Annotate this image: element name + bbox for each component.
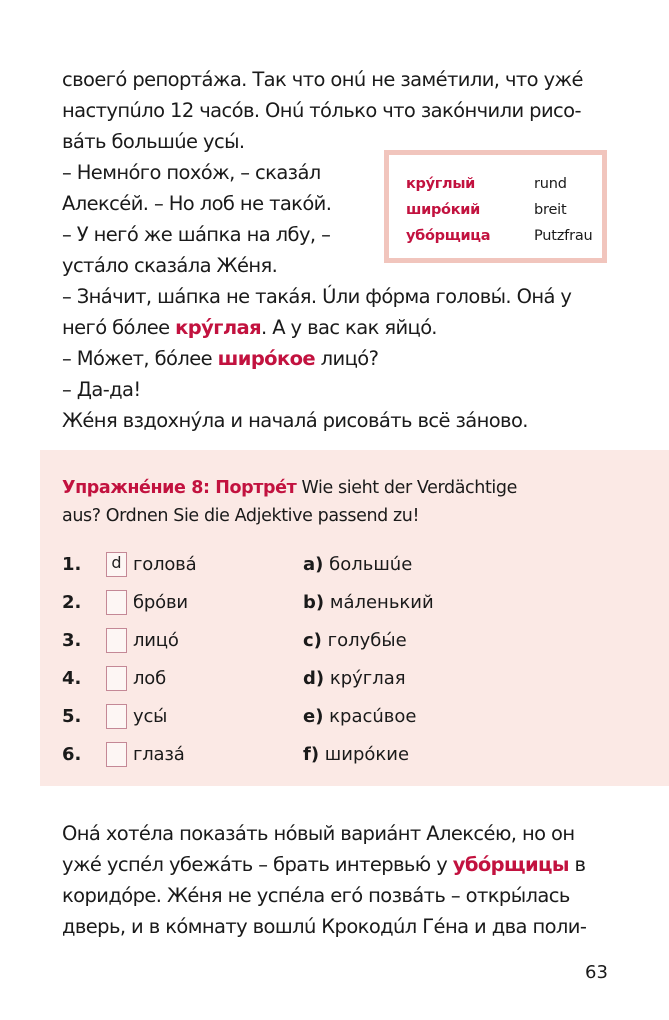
text-line — [62, 343, 571, 374]
text: . А у вас как яйцó. — [261, 316, 437, 339]
page-number: 63 — [585, 962, 608, 983]
option-letter: b) — [303, 592, 325, 613]
item-word: глазá — [133, 744, 185, 765]
vocab-row — [406, 224, 593, 248]
option-word: большúе — [329, 554, 413, 575]
exercise-box — [40, 450, 669, 786]
item-word: брóви — [133, 592, 188, 613]
answer-box[interactable] — [106, 704, 127, 729]
match-item — [62, 704, 168, 730]
item-word: головá — [133, 554, 197, 575]
match-item — [62, 742, 185, 768]
answer-box[interactable] — [106, 742, 127, 767]
highlighted-word: крýглая — [175, 316, 261, 339]
option-item — [303, 552, 412, 578]
option-letter: d) — [303, 668, 325, 689]
option-item — [303, 666, 406, 692]
item-word: лицó — [133, 630, 179, 651]
exercise-instruction: aus? Ordnen Sie die Adjektive passend zu! — [62, 506, 420, 526]
item-word: усы́ — [133, 706, 168, 727]
text-line: Алексéй. – Но лоб не такóй. — [62, 192, 332, 215]
item-number: 1. — [62, 554, 82, 575]
vocab-german: Putzfrau — [534, 228, 593, 244]
option-letter: a) — [303, 554, 324, 575]
story-top — [62, 64, 583, 157]
vocabulary-box — [384, 150, 607, 263]
option-letter: f) — [303, 744, 320, 765]
text-line: коридóре. Жéня не успéла егó позвáть – откры́лась — [62, 884, 570, 907]
text-line: дверь, и в кóмнату вошлú Крокодúл Гéна и два поли- — [62, 915, 587, 938]
answer-box[interactable] — [106, 628, 127, 653]
option-item — [303, 590, 434, 616]
option-word: красúвое — [329, 706, 417, 727]
text-line: – Знáчит, шáпка не такáя. Úли фóрма головы́. Онá у — [62, 285, 572, 308]
option-word: ширóкие — [324, 744, 410, 765]
item-number: 3. — [62, 630, 82, 651]
item-number: 6. — [62, 744, 82, 765]
item-number: 2. — [62, 592, 82, 613]
text-line: Жéня вздохнýла и началá рисовáть всё зáново. — [62, 409, 528, 432]
option-letter: e) — [303, 706, 324, 727]
text-line: – У негó же шáпка на лбу, – — [62, 223, 331, 246]
option-letter: c) — [303, 630, 322, 651]
text-line: Онá хотéла показáть нóвый вариáнт Алексéю, но он — [62, 822, 575, 845]
story-mid — [62, 281, 571, 436]
answer-box[interactable] — [106, 590, 127, 615]
text-line: – Немнóго похóж, – сказáл — [62, 161, 321, 184]
exercise-label: Упражнéние 8: Портрéт — [62, 478, 297, 498]
vocab-german: breit — [534, 202, 567, 218]
vocab-russian: ширóкий — [406, 202, 480, 218]
option-item — [303, 628, 407, 654]
text-line: своегó репортáжа. Так что онú не замéтили, что ужé — [62, 68, 583, 91]
text: негó бóлее — [62, 316, 176, 339]
match-item — [62, 590, 188, 616]
option-word: голубы́е — [327, 630, 407, 651]
text-line: – Да-да! — [62, 378, 141, 401]
answer-box[interactable]: d — [106, 552, 127, 577]
match-item — [62, 628, 179, 654]
match-item — [62, 552, 197, 578]
answer-box[interactable] — [106, 666, 127, 691]
vocab-russian: крýглый — [406, 176, 476, 192]
dialog — [62, 157, 331, 281]
match-item — [62, 666, 167, 692]
text-line — [62, 312, 571, 343]
item-word: лоб — [133, 668, 167, 689]
text-line: вáть большúе усы́. — [62, 130, 245, 153]
highlighted-word: ширóкое — [217, 347, 316, 370]
item-number: 4. — [62, 668, 82, 689]
text: в — [568, 853, 586, 876]
story-bottom — [62, 818, 586, 942]
item-number: 5. — [62, 706, 82, 727]
exercise-heading — [62, 474, 517, 530]
text-line: устáло сказáла Жéня. — [62, 254, 278, 277]
vocab-russian: убóрщица — [406, 228, 491, 244]
option-word: крýглая — [329, 668, 406, 689]
text-line — [62, 849, 586, 880]
text: лицó? — [315, 347, 379, 370]
text: – Мóжет, бóлее — [62, 347, 218, 370]
vocab-row — [406, 198, 566, 222]
vocab-row — [406, 172, 567, 196]
option-item — [303, 704, 417, 730]
text-line: наступúло 12 часóв. Онú тóлько что закóнчили рисо- — [62, 99, 581, 122]
text: ужé успéл убежáть – брать интервью́ у — [62, 853, 453, 876]
option-word: мáленький — [329, 592, 434, 613]
highlighted-word: убóрщицы — [452, 853, 569, 876]
option-item — [303, 742, 409, 768]
exercise-instruction: Wie sieht der Verdächtige — [296, 478, 517, 498]
vocab-german: rund — [534, 176, 567, 192]
